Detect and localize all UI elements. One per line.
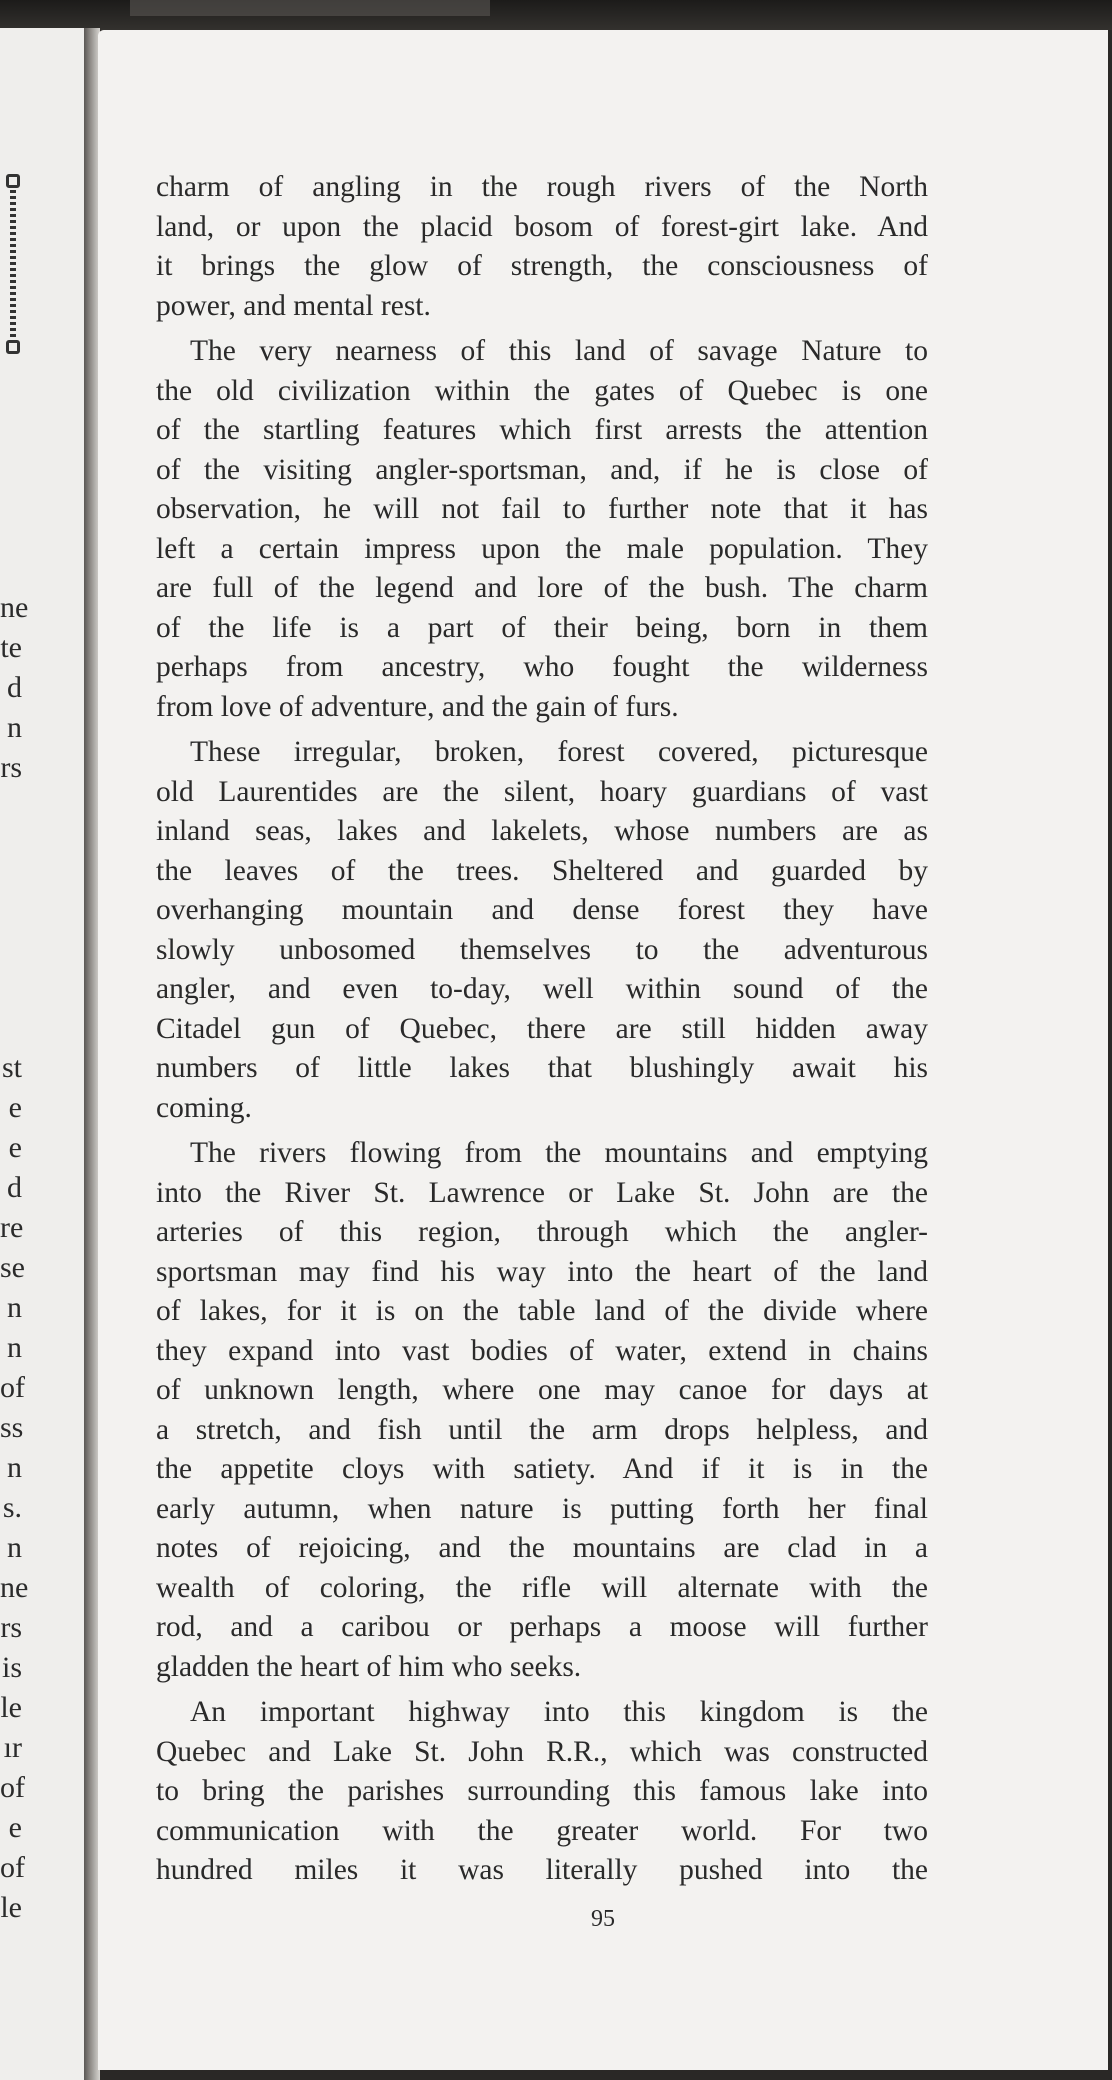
text-line: a stretch, and fish until the arm drops helpless, and [156,1413,928,1446]
facing-page-fragment: ss [0,1411,24,1444]
facing-page-fragment: te [0,631,22,664]
text-line: coming. [156,1091,252,1124]
text-line: early autumn, when nature is putting forth her final [156,1492,928,1525]
facing-page-fragment: n [7,1331,22,1364]
facing-page-fragment: e [8,1131,22,1164]
text-line: from love of adventure, and the gain of furs. [156,690,679,723]
text-line: The very nearness of this land of savage Nature to [190,335,928,367]
text-line: left a certain impress upon the male population. They [156,532,928,565]
facing-page-fragment: is [1,1651,22,1684]
facing-page-fragment: le [0,1891,22,1924]
facing-page-fragment: s. [2,1491,22,1524]
text-line: of the startling features which first arrests the attention [156,414,928,446]
facing-page-fragment: ır [3,1731,22,1764]
facing-page-fragment: rs [0,751,22,784]
facing-page-fragment: n [7,1291,22,1324]
text-line: wealth of coloring, the rifle will alternate with the [156,1571,928,1604]
text-line: the appetite cloys with satiety. And if it is in the [156,1453,928,1485]
text-line: Quebec and Lake St. John R.R., which was constructed [156,1735,928,1768]
text-line: slowly unbosomed themselves to the adventurous [156,933,928,966]
text-line: numbers of little lakes that blushingly await his [156,1052,928,1084]
text-line: arteries of this region, through which the angler- [156,1216,928,1248]
text-line: notes of rejoicing, and the mountains are clad in a [156,1532,928,1564]
text-line: the leaves of the trees. Sheltered and guarded by [156,854,928,887]
text-line: inland seas, lakes and lakelets, whose numbers are as [156,815,928,847]
text-line: communication with the greater world. For two [156,1814,928,1847]
facing-page-fragment: d [7,671,22,704]
page-number: 95 [591,1906,615,1932]
facing-page-fragment: of [0,1771,25,1804]
text-line: of unknown length, where one may canoe for days at [156,1374,928,1406]
text-line: observation, he will not fail to further note that it has [156,493,928,525]
paragraph [156,168,928,326]
text-line: they expand into vast bodies of water, extend in chains [156,1334,928,1367]
page-body-text [156,168,928,1891]
paragraph [156,1693,928,1891]
text-line: perhaps from ancestry, who fought the wilderness [156,651,928,683]
text-line: of the visiting angler-sportsman, and, if he is close of [156,453,928,486]
text-line: the old civilization within the gates of Quebec is one [156,374,928,407]
text-line: are full of the legend and lore of the bush. The charm [156,572,928,604]
facing-page-fragment: le [0,1691,22,1724]
facing-page-fragment: n [7,1451,22,1484]
text-line: These irregular, broken, forest covered, picturesque [190,736,928,768]
text-line: land, or upon the placid bosom of forest-girt lake. And [156,210,928,243]
facing-page-fragment: e [8,1811,22,1844]
facing-page-text-fragments [0,28,86,2080]
text-line: Citadel gun of Quebec, there are still hidden away [156,1012,928,1045]
facing-page-fragment: n [7,1531,22,1564]
facing-page-fragment: rs [0,1611,22,1644]
text-line: into the River St. Lawrence or Lake St. John are the [156,1176,928,1209]
text-line: angler, and even to-day, well within sound of the [156,973,928,1005]
text-line: The rivers flowing from the mountains and emptying [190,1137,928,1169]
text-line: to bring the parishes surrounding this famous lake into [156,1775,928,1807]
paragraph [156,1134,928,1687]
facing-page-fragment: n [7,711,22,744]
text-line: of the life is a part of their being, born in them [156,611,928,644]
facing-page-fragment: e [8,1091,22,1124]
book-page [98,30,1108,2070]
paragraph [156,332,928,727]
facing-page-left [0,28,86,2080]
text-line: An important highway into this kingdom is the [190,1696,928,1728]
facing-page-fragment: st [1,1051,22,1084]
facing-page-fragment: of [0,1851,25,1884]
text-line: of lakes, for it is on the table land of the divide where [156,1295,928,1327]
text-line: charm of angling in the rough rivers of the North [156,171,928,203]
scan-top-tab [130,0,490,16]
facing-page-fragment: ne [0,1571,29,1604]
text-line: hundred miles it was literally pushed into the [156,1854,928,1886]
text-line: old Laurentides are the silent, hoary guardians of vast [156,775,928,808]
facing-page-fragment: d [7,1171,22,1204]
paragraph [156,733,928,1128]
text-line: power, and mental rest. [156,289,431,322]
facing-page-fragment: re [0,1211,24,1244]
scan-top-edge [0,0,1112,30]
text-line: gladden the heart of him who seeks. [156,1650,582,1683]
facing-page-fragment: se [0,1251,25,1284]
text-line: rod, and a caribou or perhaps a moose will further [156,1611,928,1643]
facing-page-fragment: of [0,1371,25,1404]
text-line: sportsman may find his way into the heart of the land [156,1255,928,1288]
text-line: it brings the glow of strength, the consciousness of [156,250,928,282]
text-line: overhanging mountain and dense forest they have [156,894,928,926]
facing-page-fragment: ne [0,591,29,624]
